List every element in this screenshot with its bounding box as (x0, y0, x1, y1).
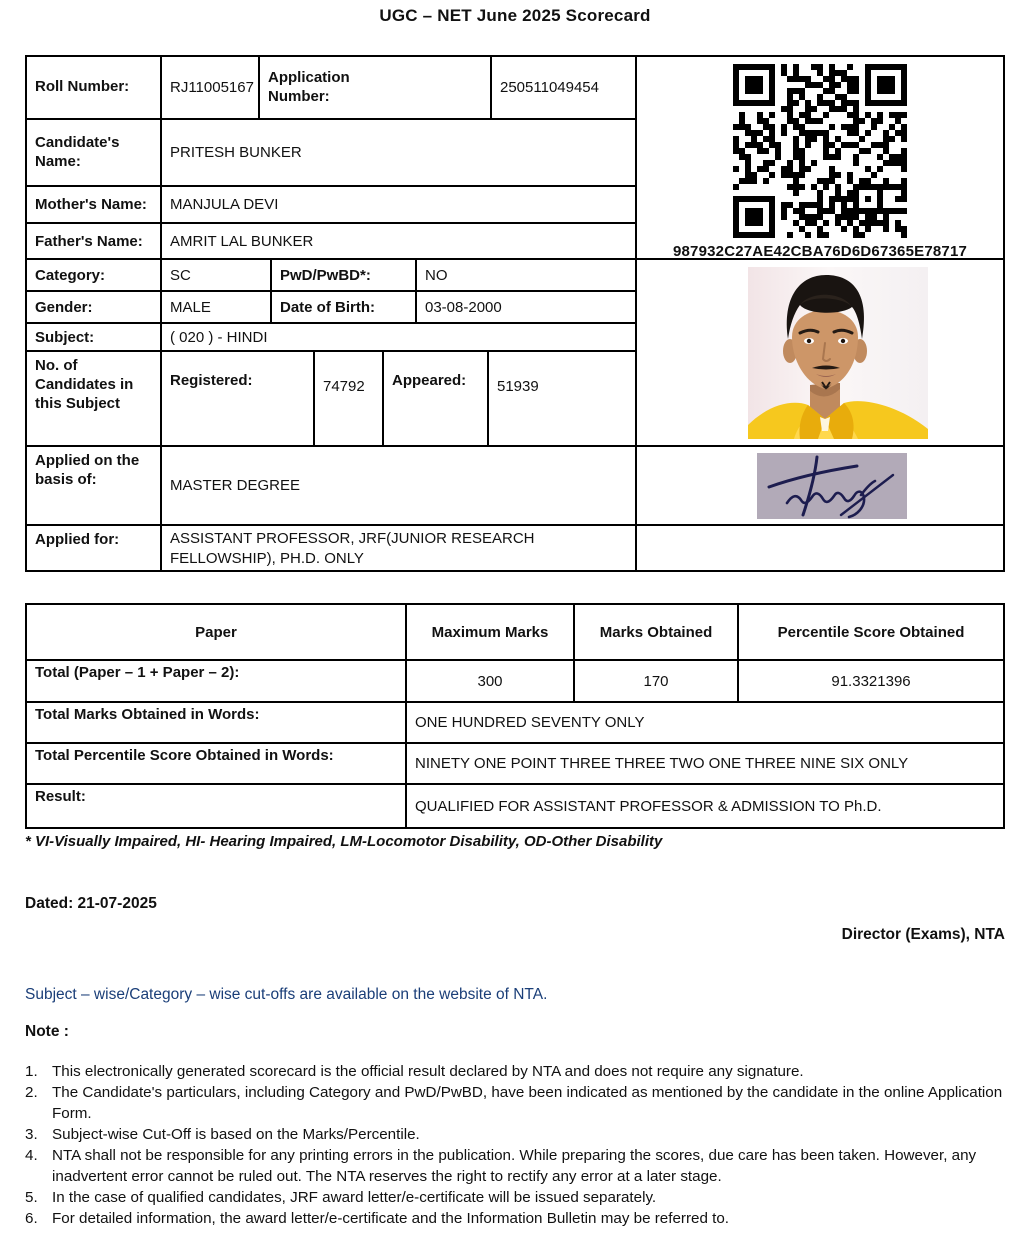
candidate-name-label: Candidate's Name: (27, 120, 162, 185)
candidate-signature (757, 453, 907, 519)
marks-table (25, 603, 1005, 829)
registered-label: Registered: (162, 352, 315, 445)
gender-label: Gender: (27, 292, 162, 322)
row-gender (27, 292, 635, 324)
percentile-words-label: Total Percentile Score Obtained in Words: (26, 743, 406, 784)
row-father-name (27, 224, 635, 260)
application-number-value: 250511049454 (500, 79, 599, 96)
notes-list (25, 1062, 1005, 1230)
registered-value: 74792 (315, 352, 384, 445)
qr-cell (637, 57, 1003, 260)
father-name-label: Father's Name: (27, 224, 162, 258)
percentile-words-value: NINETY ONE POINT THREE THREE TWO ONE THREE NINE SIX ONLY (406, 743, 1004, 784)
disability-footnote: * VI-Visually Impaired, HI- Hearing Impaired, LM-Locomotor Disability, OD-Other Disability (25, 833, 663, 850)
father-name-value: AMRIT LAL BUNKER (170, 232, 314, 250)
candidates-count-label: No. of Candidates in this Subject (27, 352, 162, 445)
qr-hash-text: 987932C27AE42CBA76D6D67365E78717 (672, 243, 968, 260)
candidate-photo (748, 267, 928, 439)
candidate-info-left (27, 57, 637, 570)
note-item: 1. This electronically generated scorecard is the official result declared by NTA and does not require any signature. (25, 1063, 804, 1080)
header-percentile: Percentile Score Obtained (738, 604, 1004, 660)
percentile-words-row (26, 743, 1004, 784)
note-item: 3. Subject-wise Cut-Off is based on the Marks/Percentile. (25, 1125, 420, 1143)
subject-value: ( 020 ) - HINDI (170, 328, 268, 346)
row-roll-number (27, 57, 635, 120)
note-item: 2. The Candidate's particulars, including Category and PwD/PwBD, have been indicated as mentioned by the candidate in the online Application Form. (25, 1083, 1003, 1122)
dob-label: Date of Birth: (272, 292, 417, 322)
candidate-info-table (25, 55, 1005, 572)
cutoff-info-line: Subject – wise/Category – wise cut-offs are available on the website of NTA. (25, 986, 548, 1003)
result-label: Result: (26, 784, 406, 828)
category-label: Category: (27, 260, 162, 290)
dob-value: 03-08-2000 (425, 298, 502, 316)
note-heading: Note : (25, 1023, 69, 1040)
applied-basis-label: Applied on the basis of: (27, 447, 162, 524)
gender-value: MALE (162, 292, 272, 322)
header-marks-obtained: Marks Obtained (574, 604, 738, 660)
row-candidates-count (27, 352, 635, 447)
candidate-info-right (637, 57, 1003, 570)
row-applied-basis (27, 447, 635, 526)
signature-cell (637, 447, 1003, 526)
candidate-name-value: PRITESH BUNKER (170, 144, 302, 161)
note-item: 5. In the case of qualified candidates, JRF award letter/e-certificate will be issued separately. (25, 1188, 657, 1206)
percentile-value: 91.3321396 (738, 660, 1004, 702)
marks-words-value: ONE HUNDRED SEVENTY ONLY (406, 702, 1004, 743)
pwd-label: PwD/PwBD*: (272, 260, 417, 290)
row-applied-for (27, 526, 635, 570)
signatory-line: Director (Exams), NTA (841, 926, 1005, 943)
empty-cell (637, 526, 1003, 570)
pwd-value: NO (425, 266, 448, 284)
applied-basis-value: MASTER DEGREE (170, 477, 301, 494)
row-category (27, 260, 635, 292)
maximum-marks-value: 300 (406, 660, 574, 702)
marks-header-row (26, 604, 1004, 660)
dated-line: Dated: 21-07-2025 (25, 895, 157, 912)
note-item: 6. For detailed information, the award letter/e-certificate and the Information Bulletin may be referred to. (25, 1209, 730, 1227)
marks-words-label: Total Marks Obtained in Words: (26, 702, 406, 743)
applied-for-label: Applied for: (27, 526, 162, 570)
marks-obtained-value: 170 (574, 660, 738, 702)
mother-name-value: MANJULA DEVI (170, 196, 279, 213)
note-item: 4. NTA shall not be responsible for any printing errors in the publication. While preparing the scores, due care has been taken. However, any inadvertent error cannot be ruled out. The NTA reserves the right to rectify any error at a later stage. (25, 1146, 977, 1185)
header-maximum-marks: Maximum Marks (406, 604, 574, 660)
marks-total-row (26, 660, 1004, 702)
qr-code-icon (733, 64, 907, 243)
total-row-label: Total (Paper – 1 + Paper – 2): (26, 660, 406, 702)
header-paper: Paper (26, 604, 406, 660)
row-mother-name (27, 187, 635, 224)
application-number-label: Application Number: (260, 57, 492, 118)
applied-for-value: ASSISTANT PROFESSOR, JRF(JUNIOR RESEARCH FELLOWSHIP), PH.D. ONLY (170, 530, 535, 567)
roll-number-label: Roll Number: (27, 57, 162, 118)
subject-label: Subject: (27, 324, 162, 350)
marks-words-row (26, 702, 1004, 743)
row-candidate-name (27, 120, 635, 187)
appeared-value: 51939 (497, 378, 539, 395)
page-title: UGC – NET June 2025 Scorecard (379, 6, 651, 25)
row-subject (27, 324, 635, 352)
result-row (26, 784, 1004, 828)
category-value: SC (162, 260, 272, 290)
appeared-label: Appeared: (384, 352, 489, 445)
result-value: QUALIFIED FOR ASSISTANT PROFESSOR & ADMISSION TO Ph.D. (406, 784, 1004, 828)
photo-cell (637, 260, 1003, 447)
mother-name-label: Mother's Name: (27, 187, 162, 222)
roll-number-value: RJ11005167 (162, 57, 260, 118)
